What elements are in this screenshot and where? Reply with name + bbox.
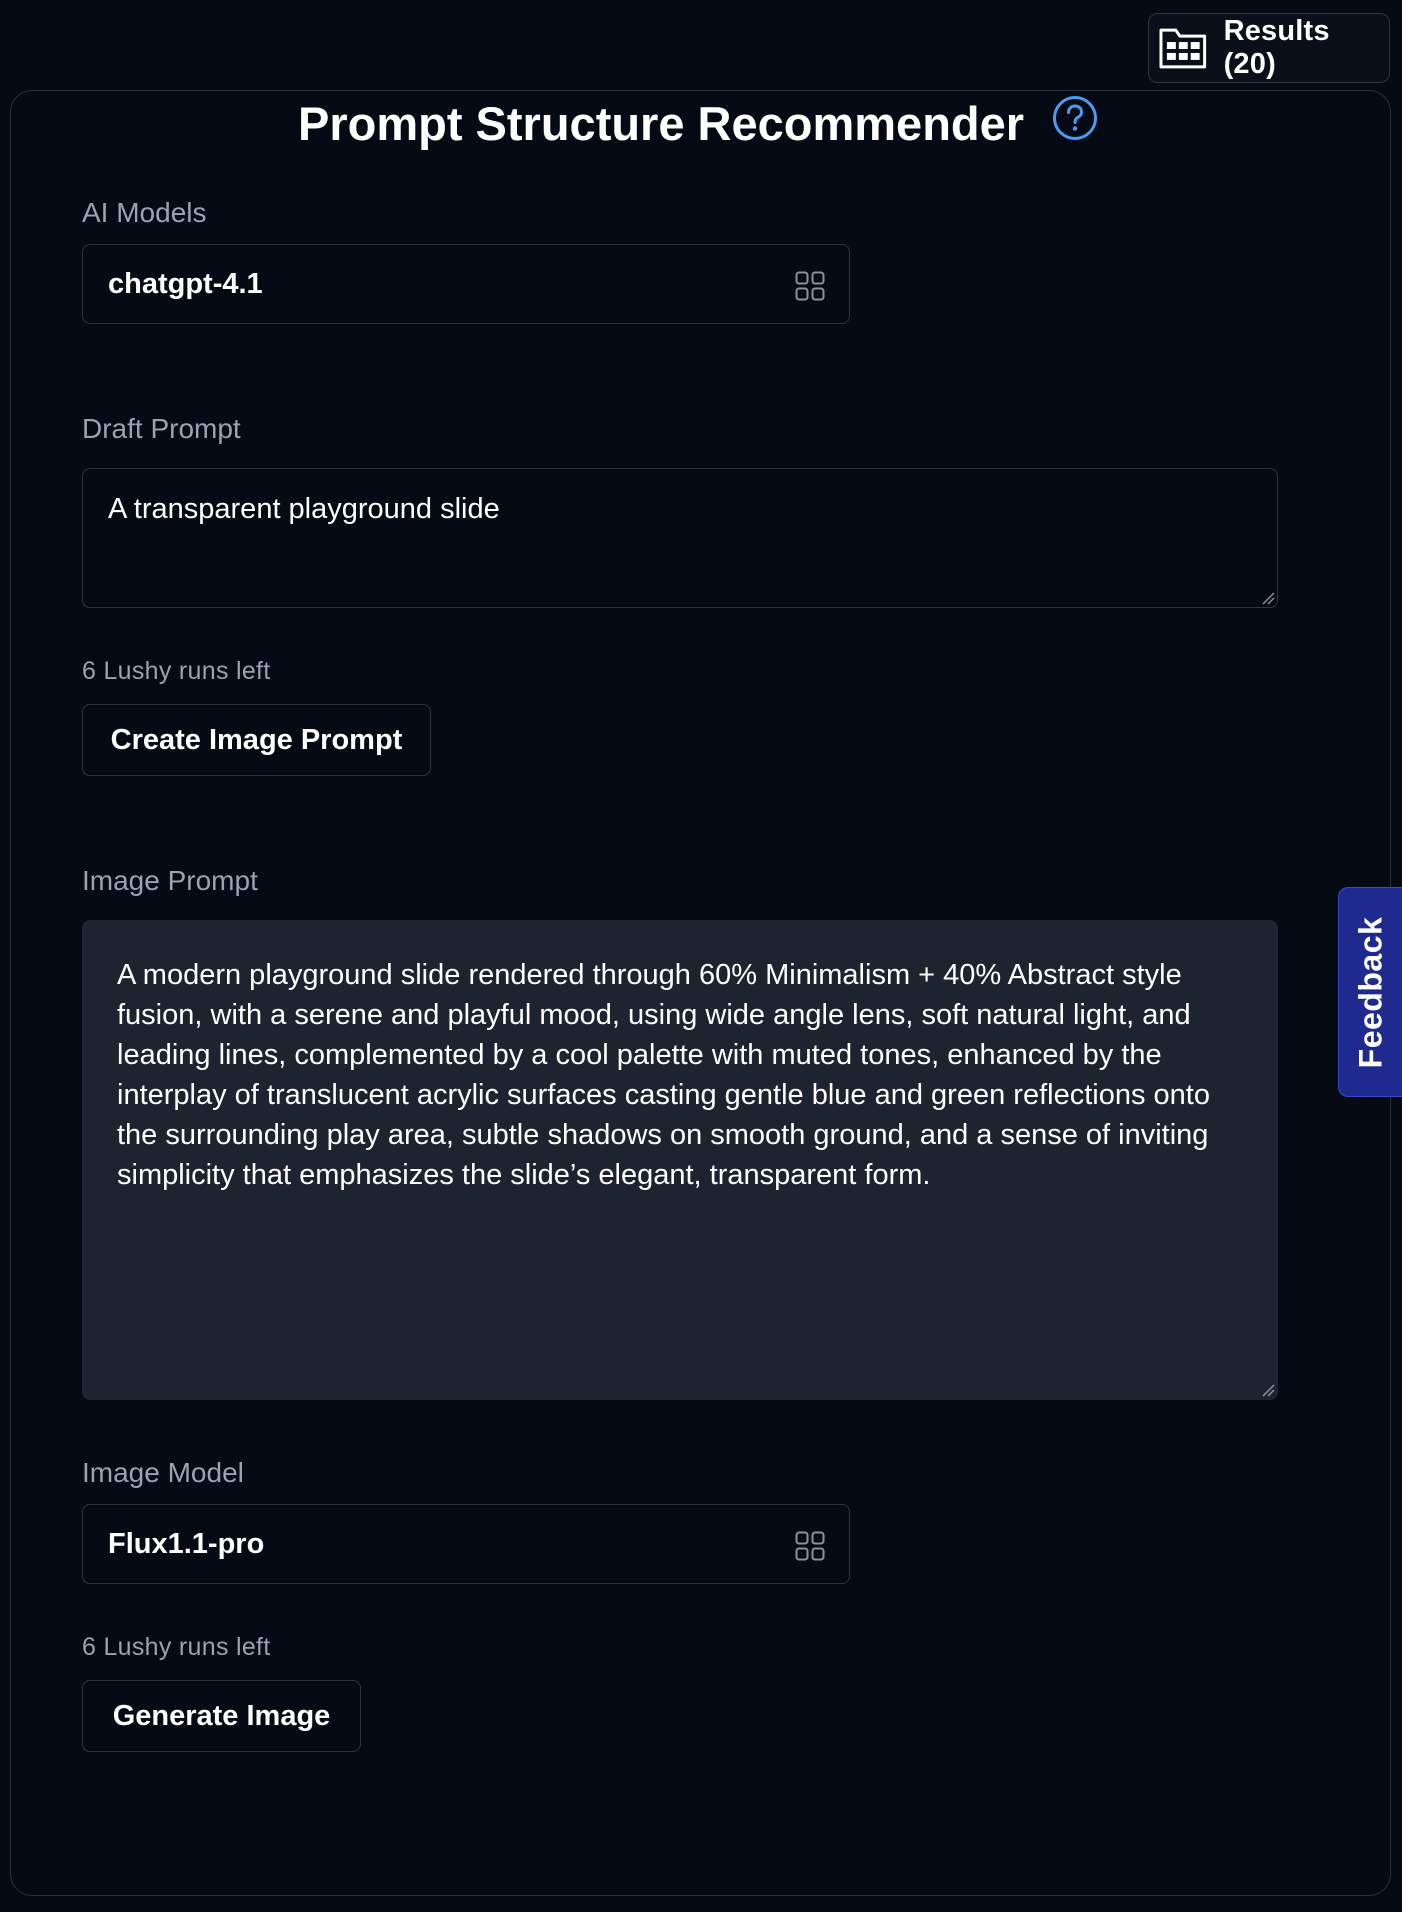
draft-prompt-textarea[interactable] (82, 468, 1278, 608)
generate-image-button[interactable]: Generate Image (82, 1680, 361, 1752)
ai-models-select[interactable] (82, 244, 850, 324)
grid-icon (795, 271, 825, 301)
image-model-value: Flux1.1-pro (108, 1527, 265, 1560)
create-image-prompt-button[interactable]: Create Image Prompt (82, 704, 431, 776)
grid-icon (795, 1531, 825, 1561)
results-label: Results (20) (1223, 15, 1330, 80)
page-title: Prompt Structure Recommender (298, 97, 1025, 150)
draft-prompt-label: Draft Prompt (82, 413, 241, 444)
help-icon[interactable] (1052, 95, 1098, 141)
resize-handle-icon[interactable] (1261, 1383, 1275, 1397)
image-prompt-value: A modern playground slide rendered through 60% Minimalism + 40% Abstract style fusion, with a serene and playful mood, using wide angle lens, soft natural light, and leading lines, complemented by a cool palette with muted tones, enhanced by the interplay of translucent acrylic surfaces casting gentle blue and green reflections onto the surrounding play area, subtle shadows on smooth ground, and a sense of inviting simplicity that emphasizes the slide’s elegant, transparent form. (117, 959, 1210, 1191)
image-model-select[interactable] (82, 1504, 850, 1584)
runs-left-text: 6 Lushy runs left (82, 657, 271, 685)
feedback-label: Feedback (1352, 916, 1388, 1068)
resize-handle-icon[interactable] (1261, 591, 1275, 605)
results-button[interactable] (1148, 13, 1390, 83)
image-model-label: Image Model (82, 1457, 244, 1488)
image-prompt-textarea[interactable] (82, 920, 1278, 1400)
image-prompt-label: Image Prompt (82, 865, 258, 896)
runs-left-text: 6 Lushy runs left (82, 1633, 271, 1661)
ai-models-label: AI Models (82, 197, 207, 228)
ai-models-value: chatgpt-4.1 (108, 267, 263, 300)
feedback-tab[interactable] (1338, 887, 1402, 1097)
draft-prompt-value: A transparent playground slide (108, 493, 500, 525)
results-grid-icon (1158, 26, 1208, 70)
